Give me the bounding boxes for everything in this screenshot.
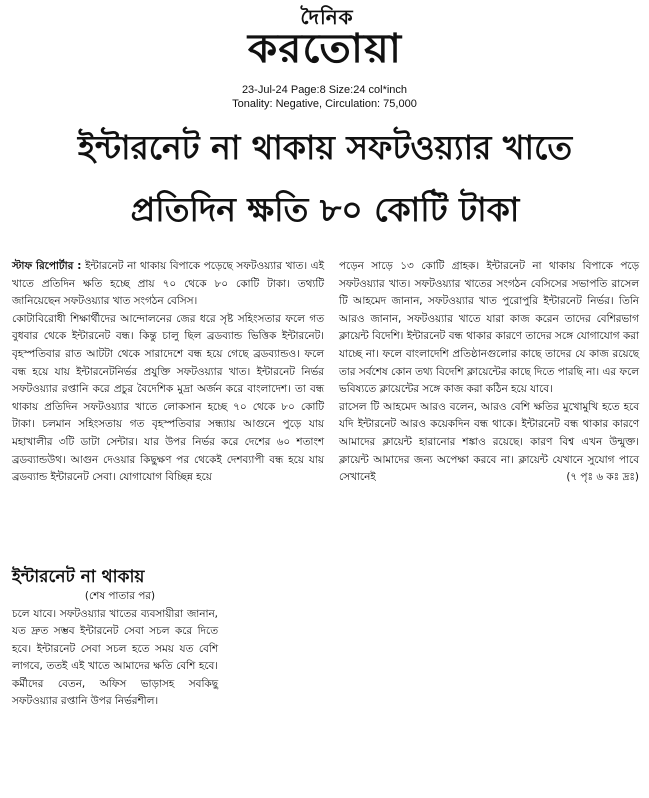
headline-line-1: ইন্টারনেট না থাকায় সফটওয়্যার খাতে: [77, 128, 573, 167]
continuation-note: (শেষ পাতার পর): [84, 590, 156, 602]
continued-page-reference: (৭ পৃঃ ৬ কঃ দ্রঃ): [566, 471, 639, 484]
article-text: ইন্টারনেট না থাকায় বিপাকে পড়েছে সফটওয়্যার খাত। এই খাতে প্রতিদিন ক্ষতি হচ্ছে প্রায় ৭০ থেকে ৮০ কোটি টাকা। তথ্যটি জানিয়েছেন সফটওয়্যার খাত সংগঠন বেসিস।: [12, 260, 324, 308]
article-paragraph: [12, 258, 324, 311]
masthead-newspaper-name: করতোয়া: [247, 26, 403, 72]
continuation-body: চলে যাবে। সফটওয়্যার খাতের ব্যবসায়ীরা জানান, যত দ্রুত সম্ভব ইন্টারনেট সেবা সচল করে দিতে হবে। ইন্টারনেট সেবা সচল হতে সময় যত বেশি লাগবে, ততই এই খাতে আমাদের ক্ষতি বেশি হবে। কর্মীদের বেতন, অফিস ভাড়াসহ সবকিছু সফটওয়্যার রপ্তানি উপর নির্ভরশীল।: [12, 608, 218, 708]
article-paragraph: [339, 399, 639, 487]
masthead-daily-label: দৈনিক: [300, 5, 354, 29]
article-column-left: [12, 258, 324, 487]
continuation-section: [12, 566, 218, 710]
newspaper-masthead: [0, 4, 649, 76]
article-column-right: [339, 258, 639, 487]
article-text: রাসেল টি আহমেদ আরও বলেন, আরও বেশি ক্ষতির মুখোমুখি হতে হবে যদি ইন্টারনেট আরও কয়েকদিন বন্ধ থাকে। ইন্টারনেট বন্ধ থাকার কারণে আমাদের ক্লায়েন্ট হারানোর শঙ্কাও রয়েছে। কারণ বিশ্ব এখন উন্মুক্ত। ক্লায়েন্ট আমাদের জন্য অপেক্ষা করবে না। ক্লায়েন্ট যেখানে সুযোগ পাবে সেখানেই: [339, 400, 639, 484]
continuation-title: ইন্টারনেট না থাকায়: [12, 567, 145, 587]
clipping-meta-date-size: 23-Jul-24 Page:8 Size:24 col*inch: [241, 84, 408, 96]
headline-line-2: প্রতিদিন ক্ষতি ৮০ কোটি টাকা: [130, 190, 520, 229]
article-paragraph: কোটাবিরোধী শিক্ষার্থীদের আন্দোলনের জের ধরে সৃষ্ট সহিংসতার ফলে গত বুধবার থেকে ইন্টারনেট বন্ধ। কিন্তু চালু ছিল ব্রডব্যান্ড ভিত্তিক ইন্টারনেট। বৃহস্পতিবার রাত আটটা থেকে সারাদেশে বন্ধ হয়ে গেছে ব্রডব্যান্ডও। ফলে বন্ধ হয়ে যায় ইন্টারনেটনির্ভর প্রযুক্তি সফটওয়্যার খাত। ইন্টারনেট নির্ভর সফটওয়্যার রপ্তানি করে প্রচুর বৈদেশিক মুদ্রা অর্জন করে বাংলাদেশ। তা বন্ধ থাকায় প্রতিদিন সফটওয়্যার খাতে লোকসান হচ্ছে ৭০ থেকে ৮০ কোটি টাকা। চলমান সহিংসতায় গত বৃহস্পতিবার সন্ধ্যায় আগুনে পুড়ে যায় মহাখালীর ৩টি ডাটা সেন্টার। যার উপর নির্ভর করে দেশের ৬০ শতাংশ ব্রডব্যান্ডউথ। আগুন দেওয়ার কিছুক্ষণ পর থেকেই দেশব্যাপী বন্ধ হয়ে যায় ব্রডব্যান্ড ইন্টারনেট সেবা। যোগাযোগ বিচ্ছিন্ন হয়ে: [12, 312, 324, 484]
clipping-meta-tonality: Tonality: Negative, Circulation: 75,000: [232, 98, 417, 110]
article-paragraph: পড়েন সাড়ে ১৩ কোটি গ্রাহক। ইন্টারনেট না থাকায় বিপাকে পড়ে সফটওয়্যার খাত। সফটওয়্যার খাতের সংগঠন বেসিসের সভাপতি রাসেল টি আহমেদ জানান, সফটওয়্যার খাত পুরোপুরি ইন্টারনেট নির্ভর। তিনি আরও জানান, সফটওয়্যার খাতে যারা কাজ করেন তাদের বেশিরভাগ ক্লায়েন্ট বিদেশি। ইন্টারনেট বন্ধ থাকার কারণে তাদের সঙ্গে যোগাযোগ করা যাচ্ছে না। ফলে বাংলাদেশি প্রতিষ্ঠানগুলোর কাছে তাদের যে কাজ রয়েছে তার সর্বশেষ কোন তথ্য বিদেশি ক্লায়েন্টের কাছে দিতে পারছি না। এর ফলে ভবিষ্যতে ক্লায়েন্টের সঙ্গে কাজ করা কঠিন হয়ে যাবে।: [339, 260, 639, 396]
byline: স্টাফ রিপোর্টার :: [12, 260, 82, 272]
